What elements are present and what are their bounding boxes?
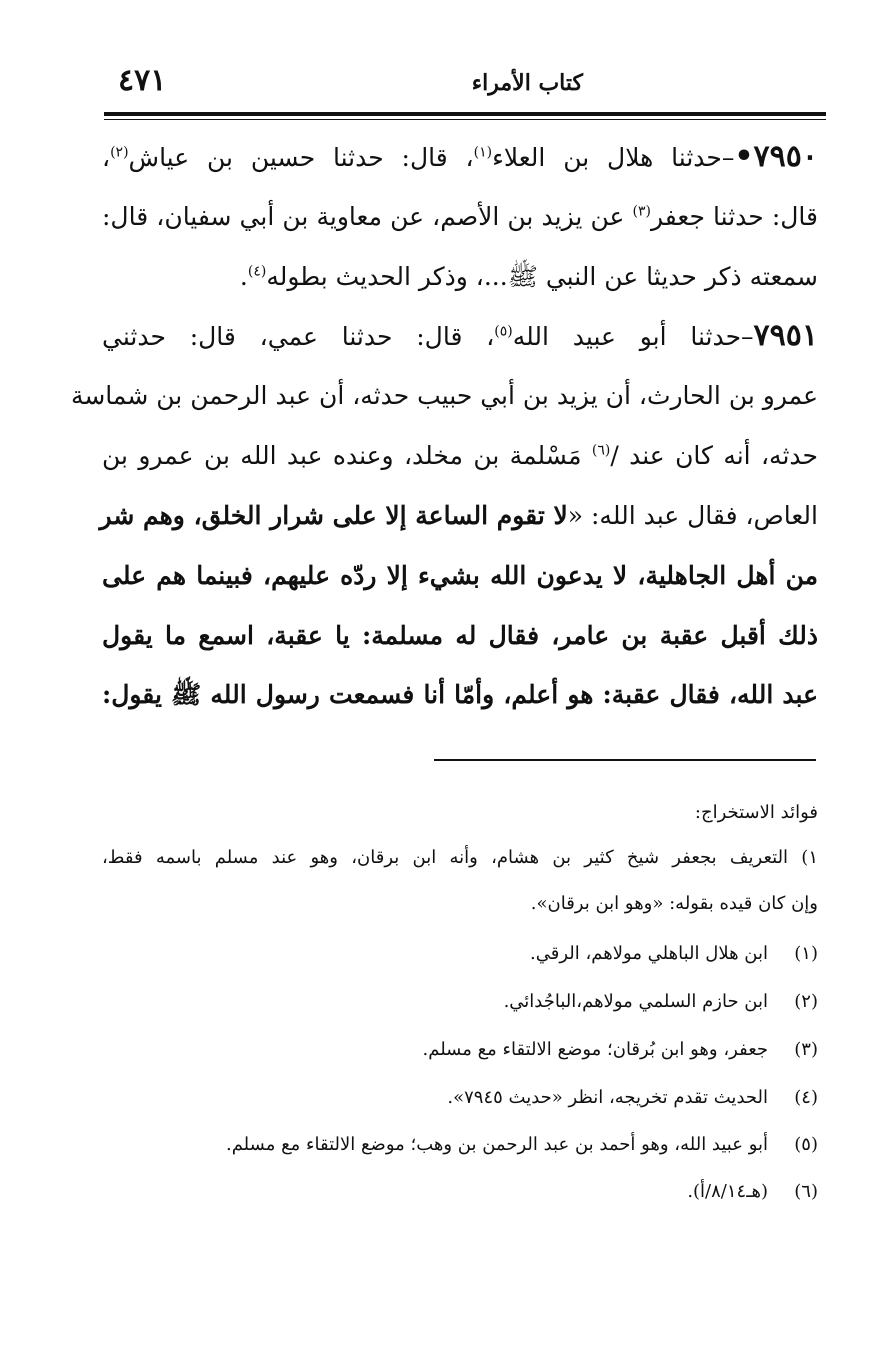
chapter-title: كتاب الأمراء xyxy=(471,70,583,96)
benefit-1-line-2: وإن كان قيده بقوله: «وهو ابن برقان». xyxy=(530,893,818,914)
footnote-number: (٥) xyxy=(794,1134,818,1155)
footnote-3 xyxy=(423,1033,819,1067)
footnote-ref: (٣) xyxy=(632,203,651,220)
benefits-heading: فوائد الاستخراج: xyxy=(694,802,818,823)
footnote-text: ابن هلال الباهلي مولاهم، الرقي. xyxy=(530,943,768,964)
footnote-ref: (٦) xyxy=(591,442,611,459)
footnote-number: (٤) xyxy=(794,1087,818,1108)
hadith-7951-line-4 xyxy=(99,496,818,536)
benefit-1-line-1: ١) التعريف بجعفر شيخ كثير بن هشام، وأنه ابن برقان، وهو عند مسلم باسمه فقط، xyxy=(102,847,818,868)
footnote-number: (٣) xyxy=(794,1039,818,1060)
footnote-4 xyxy=(447,1081,818,1115)
body-text: عمرو بن الحارث، أن يزيد بن أبي حبيب حدثه، أن عبد الرحمن بن شماسة xyxy=(70,381,818,410)
footnote-number: (٦) xyxy=(794,1181,818,1202)
body-text: –حدثنا أبو عبيد الله xyxy=(512,322,754,351)
footnote-6 xyxy=(687,1175,818,1209)
footnote-ref: (٥) xyxy=(494,323,513,340)
footnote-number: (٢) xyxy=(794,991,818,1012)
hadith-7950-line-1 xyxy=(102,137,818,177)
footnote-ref: (١) xyxy=(473,144,493,161)
footnote-separator xyxy=(434,759,816,761)
hadith-7950-line-3 xyxy=(102,257,818,297)
body-text: حدثه، أنه كان عند / xyxy=(610,441,818,470)
header-rule-thin xyxy=(104,119,826,120)
body-text: ، قال: حدثنا حسين بن عياش xyxy=(128,143,474,172)
body-text: . xyxy=(239,262,248,291)
footnote-ref: (٤) xyxy=(247,263,267,280)
header-rule-thick xyxy=(104,112,826,116)
footnote-2 xyxy=(504,985,818,1019)
footnote-number: (١) xyxy=(794,943,818,964)
footnote-1 xyxy=(530,937,818,971)
hadith-7950-line-2 xyxy=(102,197,818,237)
footnote-text: أبو عبيد الله، وهو أحمد بن عبد الرحمن بن وهب؛ موضع الالتقاء مع مسلم. xyxy=(225,1134,768,1155)
hadith-7951-line-7: عبد الله، فقال عقبة: هو أعلم، وأمّا أنا فسمعت رسول الله ﷺ يقول: xyxy=(102,680,818,709)
body-text: ، قال: حدثنا عمي، قال: حدثني xyxy=(102,322,495,351)
hadith-7951-line-2 xyxy=(70,376,818,416)
footnote-ref: (٢) xyxy=(110,144,129,161)
body-text: –حدثنا هلال بن العلاء xyxy=(492,143,735,172)
body-text: قال: حدثنا جعفر xyxy=(650,202,818,231)
hadith-number: ٧٩٥١ xyxy=(753,318,818,353)
hadith-7951-line-3 xyxy=(102,436,818,476)
body-text: عن يزيد بن الأصم، عن معاوية بن أبي سفيان، قال: xyxy=(102,202,633,231)
hadith-7951-line-1 xyxy=(102,316,818,356)
body-text: ، xyxy=(102,143,111,172)
hadith-7951-line-6: ذلك أقبل عقبة بن عامر، فقال له مسلمة: يا عقبة، اسمع ما يقول xyxy=(102,621,818,650)
footnote-text: جعفر، وهو ابن بُرقان؛ موضع الالتقاء مع مسلم. xyxy=(422,1039,768,1060)
hadith-number: ٧٩٥٠ xyxy=(753,139,818,174)
body-text: مَسْلمة بن مخلد، وعنده عبد الله بن عمرو بن xyxy=(102,441,592,470)
footnote-text: (هـ٨/١٤/أ). xyxy=(687,1181,768,1202)
body-text: العاص، فقال عبد الله: « xyxy=(567,501,818,530)
body-text: سمعته ذكر حديثا عن النبي ﷺ...، وذكر الحديث بطوله xyxy=(266,262,818,291)
hadith-matn-bold: لا تقوم الساعة إلا على شرار الخلق، وهم شر xyxy=(99,501,568,530)
hadith-7951-line-5: من أهل الجاهلية، لا يدعون الله بشيء إلا ردّه عليهم، فبينما هم على xyxy=(102,561,818,590)
footnote-text: ابن حازم السلمي مولاهم،الباجُدائي. xyxy=(503,991,768,1012)
bullet-dot: • xyxy=(734,139,754,174)
page-number: ٤٧١ xyxy=(118,63,167,98)
footnote-text: الحديث تقدم تخريجه، انظر «حديث ٧٩٤٥». xyxy=(447,1087,768,1108)
footnote-5 xyxy=(226,1128,818,1162)
